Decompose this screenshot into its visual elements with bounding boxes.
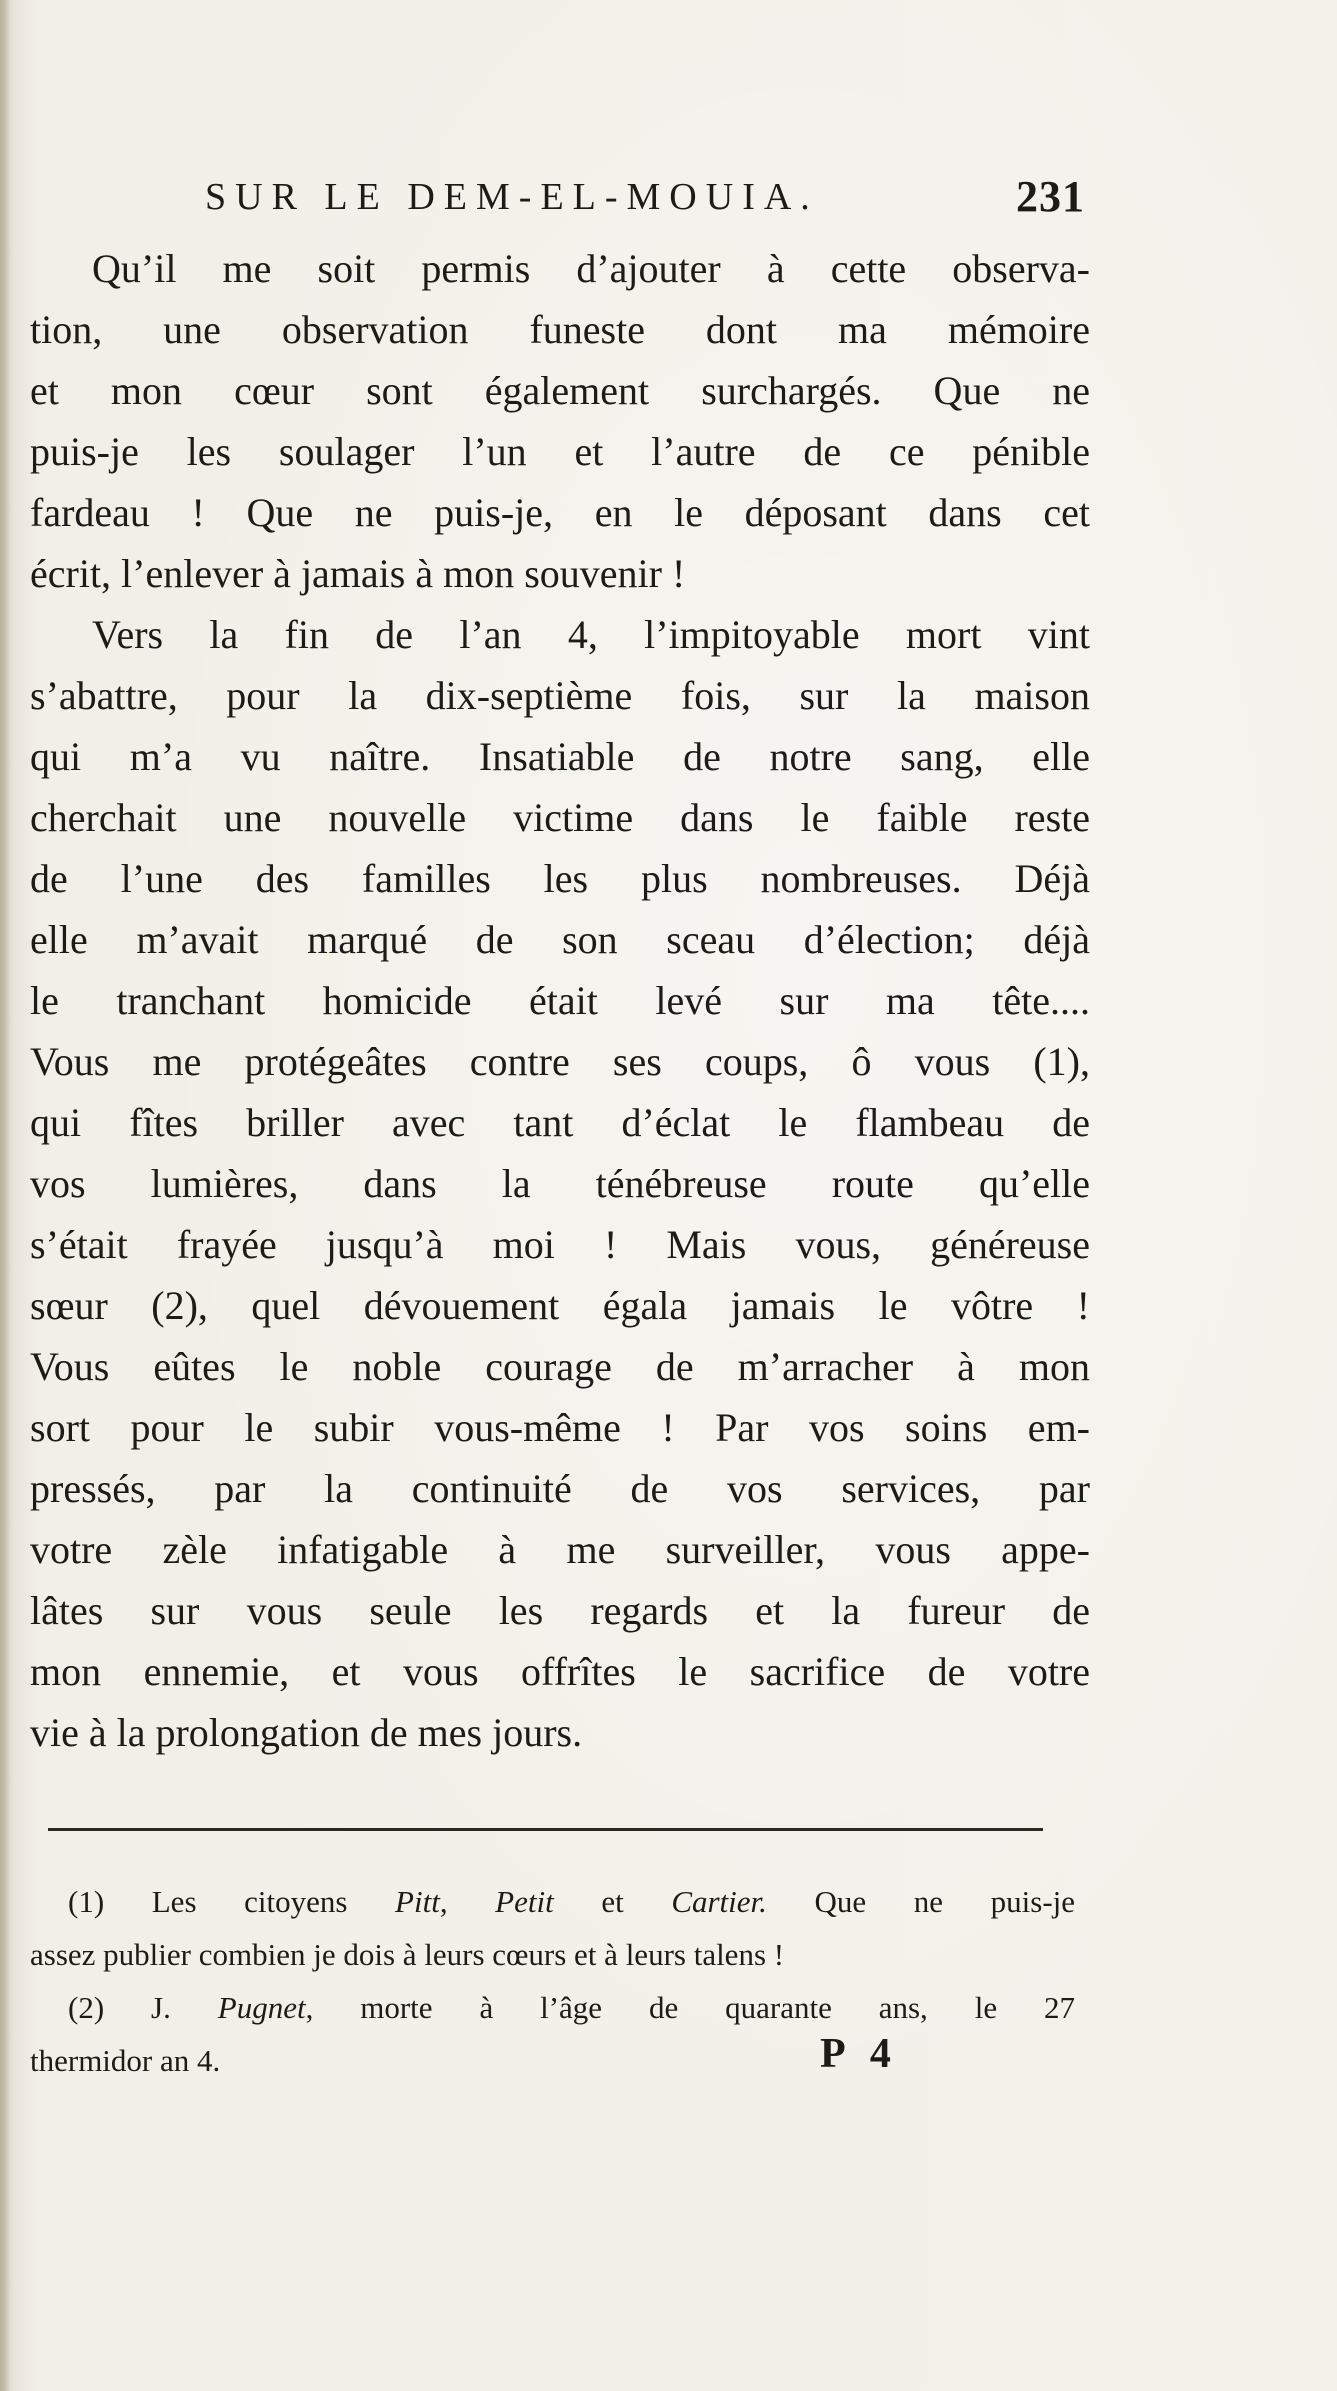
text-line: elle m’avait marqué de son sceau d’élection; déjà [30,917,1090,962]
text-line: le tranchant homicide était levé sur ma tête.... [30,978,1090,1023]
footnote-2-prefix: (2) J. [68,1990,218,2025]
footnote-1-name-pitt: Pitt [395,1884,440,1919]
text-line: qui fîtes briller avec tant d’éclat le flambeau de [30,1100,1090,1145]
text-line: cherchait une nouvelle victime dans le faible reste [30,795,1090,840]
footnotes [30,1875,1075,2087]
text-line: fardeau ! Que ne puis-je, en le déposant dans cet [30,490,1090,535]
page-number: 231 [1016,172,1085,221]
running-title: SUR LE DEM-EL-MOUIA. [205,176,819,218]
text-line: lâtes sur vous seule les regards et la fureur de [30,1588,1090,1633]
text-line: Qu’il me soit permis d’ajouter à cette observa- [92,246,1090,291]
text-line: sœur (2), quel dévouement égala jamais le vôtre ! [30,1283,1090,1328]
footnote-2-rest: , morte à l’âge de quarante ans, le 27 [305,1990,1075,2025]
footnote-2 [30,1981,1075,2034]
text-line: Vous me protégeâtes contre ses coups, ô vous (1), [30,1039,1090,1084]
footnote-1 [30,1875,1075,1928]
text-line: de l’une des familles les plus nombreuses. Déjà [30,856,1090,901]
text-line: Vers la fin de l’an 4, l’impitoyable mort vint [92,612,1090,657]
text-line: et mon cœur sont également surchargés. Que ne [30,368,1090,413]
footnote-1-rest: Que ne puis-je [766,1884,1076,1919]
text-line: sort pour le subir vous-même ! Par vos soins em- [30,1405,1090,1450]
main-text [30,238,1090,1763]
text-line: votre zèle infatigable à me surveiller, vous appe- [30,1527,1090,1572]
footnote-2-name: Pugnet [217,1990,306,2025]
text-line: s’abattre, pour la dix-septième fois, sur la maison [30,673,1090,718]
footnote-1-line-2: assez publier combien je dois à leurs cœurs et à leurs talens ! [30,1937,785,1972]
text-line: Vous eûtes le noble courage de m’arracher à mon [30,1344,1090,1389]
text-line: vie à la prolongation de mes jours. [30,1710,583,1755]
footnote-1-sep: et [553,1884,672,1919]
footnote-1-name-petit: Petit [495,1884,554,1919]
footnote-rule [48,1828,1043,1831]
text-line: vos lumières, dans la ténébreuse route qu’elle [30,1161,1090,1206]
text-line: mon ennemie, et vous offrîtes le sacrifice de votre [30,1649,1090,1694]
footnote-1-prefix: (1) Les citoyens [68,1884,396,1919]
text-line: puis-je les soulager l’un et l’autre de ce pénible [30,429,1090,474]
text-line: tion, une observation funeste dont ma mémoire [30,307,1090,352]
footnote-1-name-cartier: Cartier. [671,1884,767,1919]
text-line: s’était frayée jusqu’à moi ! Mais vous, généreuse [30,1222,1090,1267]
footnote-2-line-2: thermidor an 4. [30,2043,221,2078]
binding-shadow [0,0,10,2391]
text-line: écrit, l’enlever à jamais à mon souvenir ! [30,551,686,596]
running-head [205,172,1085,225]
text-line: pressés, par la continuité de vos services, par [30,1466,1090,1511]
text-line: qui m’a vu naître. Insatiable de notre sang, elle [30,734,1090,779]
footnote-1-sep: , [439,1884,496,1919]
signature-mark: P 4 [820,2031,899,2077]
